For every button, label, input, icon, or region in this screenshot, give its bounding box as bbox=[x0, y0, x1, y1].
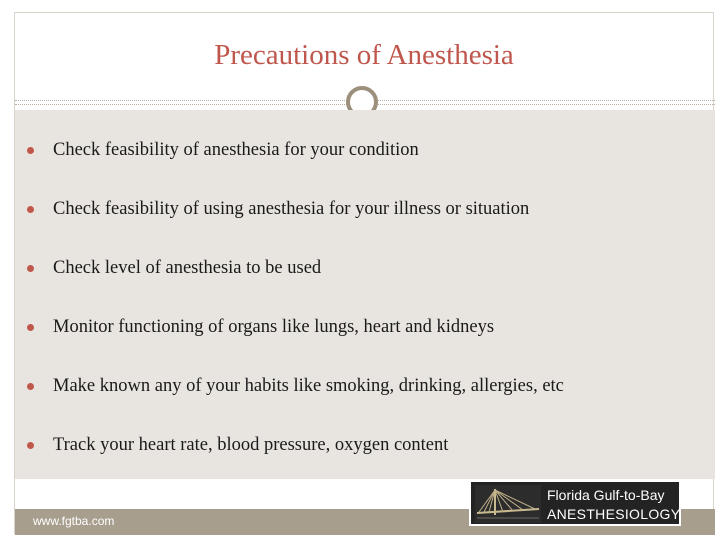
bullet-dot-icon bbox=[27, 442, 34, 449]
bullet-text: Track your heart rate, blood pressure, oxygen content bbox=[53, 434, 449, 455]
bullet-item bbox=[27, 374, 564, 398]
bullet-text: Check level of anesthesia to be used bbox=[53, 257, 322, 278]
bullet-item bbox=[27, 197, 529, 221]
bullet-dot-icon bbox=[27, 383, 34, 390]
bullet-dot-icon bbox=[27, 265, 34, 272]
bullet-text: Make known any of your habits like smoking, drinking, allergies, etc bbox=[53, 375, 564, 396]
bullet-text: Monitor functioning of organs like lungs, heart and kidneys bbox=[53, 316, 495, 337]
logo-text-line2: ANESTHESIOLOGY bbox=[547, 506, 681, 522]
bullet-text: Check feasibility of using anesthesia for your illness or situation bbox=[53, 198, 530, 219]
bridge-icon bbox=[475, 485, 541, 523]
slide-title: Precautions of Anesthesia bbox=[214, 39, 514, 71]
company-logo bbox=[469, 480, 681, 526]
logo-text-line1: Florida Gulf-to-Bay bbox=[547, 487, 665, 503]
bullet-item bbox=[27, 315, 494, 339]
bullet-item bbox=[27, 433, 448, 457]
bullet-dot-icon bbox=[27, 324, 34, 331]
bullet-text: Check feasibility of anesthesia for your condition bbox=[53, 139, 419, 160]
bullet-dot-icon bbox=[27, 147, 34, 154]
footer-url: www.fgtba.com bbox=[33, 514, 115, 528]
bullet-item bbox=[27, 256, 321, 280]
content-area bbox=[15, 110, 715, 479]
bullet-item bbox=[27, 138, 419, 162]
bullet-dot-icon bbox=[27, 206, 34, 213]
slide bbox=[14, 12, 714, 534]
